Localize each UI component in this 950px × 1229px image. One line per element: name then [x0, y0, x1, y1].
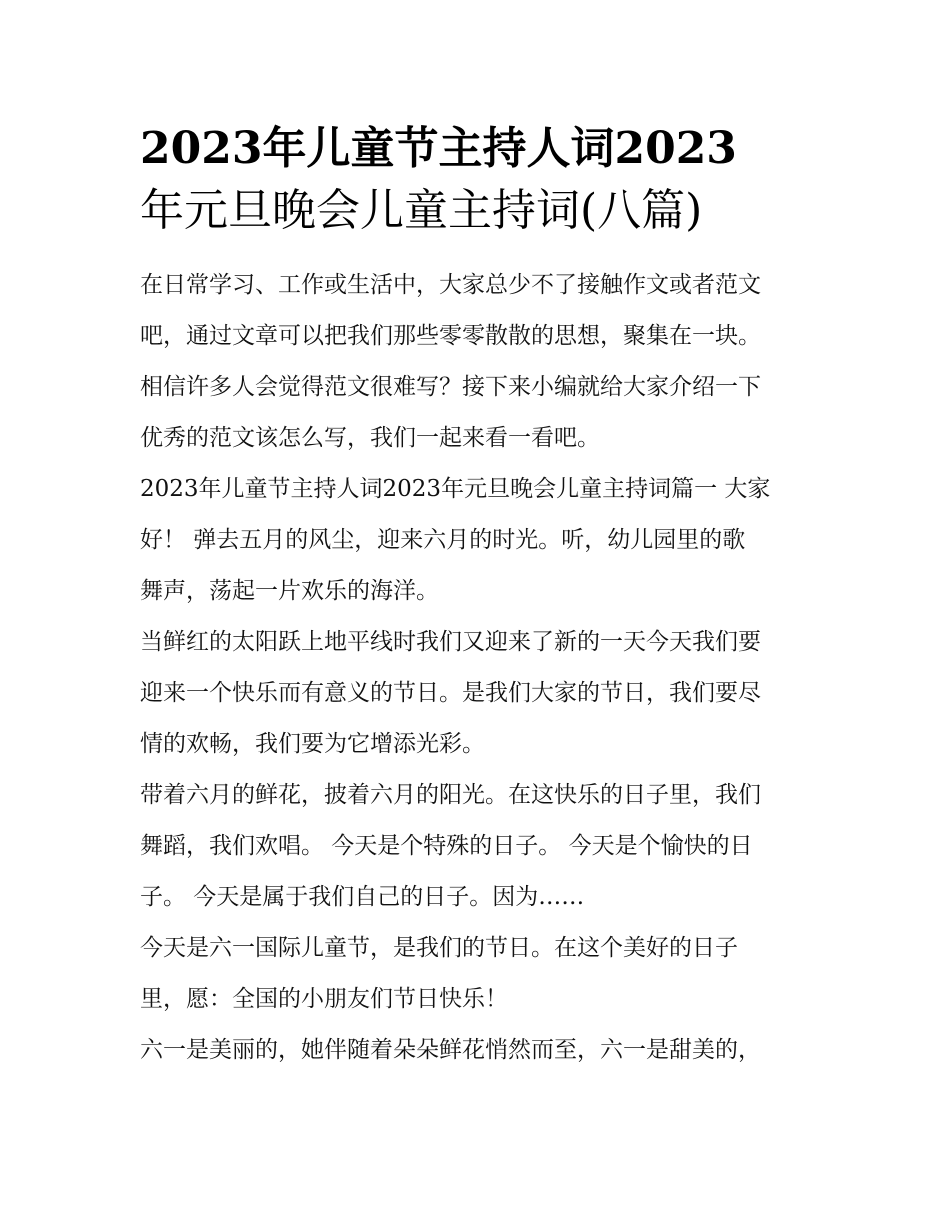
title-line-1: 2023年儿童节主持人词2023 [140, 123, 737, 174]
paragraph-childrens-day [140, 923, 816, 1025]
paragraph-beautiful [140, 1025, 816, 1076]
text-line: 2023年儿童节主持人词2023年元旦晚会儿童主持词篇一 大家 [140, 476, 771, 502]
document-body [140, 260, 816, 1076]
text-line: 舞蹈，我们欢唱。 今天是个特殊的日子。 今天是个愉快的日 [140, 833, 753, 859]
text-line: 吧，通过文章可以把我们那些零零散散的思想，聚集在一块。 [140, 323, 761, 349]
text-line: 迎来一个快乐而有意义的节日。是我们大家的节日，我们要尽 [140, 680, 761, 706]
text-line: 舞声，荡起一片欢乐的海洋。 [140, 578, 439, 604]
text-line: 当鲜红的太阳跃上地平线时我们又迎来了新的一天今天我们要 [140, 629, 761, 655]
document-title [140, 118, 816, 242]
text-line: 相信许多人会觉得范文很难写？接下来小编就给大家介绍一下 [140, 374, 761, 400]
text-line: 六一是美丽的，她伴随着朵朵鲜花悄然而至，六一是甜美的， [140, 1037, 761, 1063]
text-line: 里，愿：全国的小朋友们节日快乐！ [140, 986, 508, 1012]
text-line: 今天是六一国际儿童节，是我们的节日。在这个美好的日子 [140, 935, 738, 961]
text-line: 带着六月的鲜花，披着六月的阳光。在这快乐的日子里，我们 [140, 782, 761, 808]
paragraph-sunrise [140, 617, 816, 770]
text-line: 情的欢畅，我们要为它增添光彩。 [140, 731, 485, 757]
text-line: 在日常学习、工作或生活中，大家总少不了接触作文或者范文 [140, 272, 761, 298]
paragraph-june-flowers [140, 770, 816, 923]
text-line: 好！ 弹去五月的风尘，迎来六月的时光。听，幼儿园里的歌 [140, 527, 746, 553]
text-line: 优秀的范文该怎么写，我们一起来看一看吧。 [140, 425, 600, 451]
paragraph-intro [140, 260, 816, 464]
document-content [140, 118, 816, 1076]
text-line: 子。 今天是属于我们自己的日子。因为…… [140, 884, 585, 910]
title-line-2: 年元旦晚会儿童主持词(八篇) [140, 185, 703, 236]
paragraph-section-one [140, 464, 816, 617]
